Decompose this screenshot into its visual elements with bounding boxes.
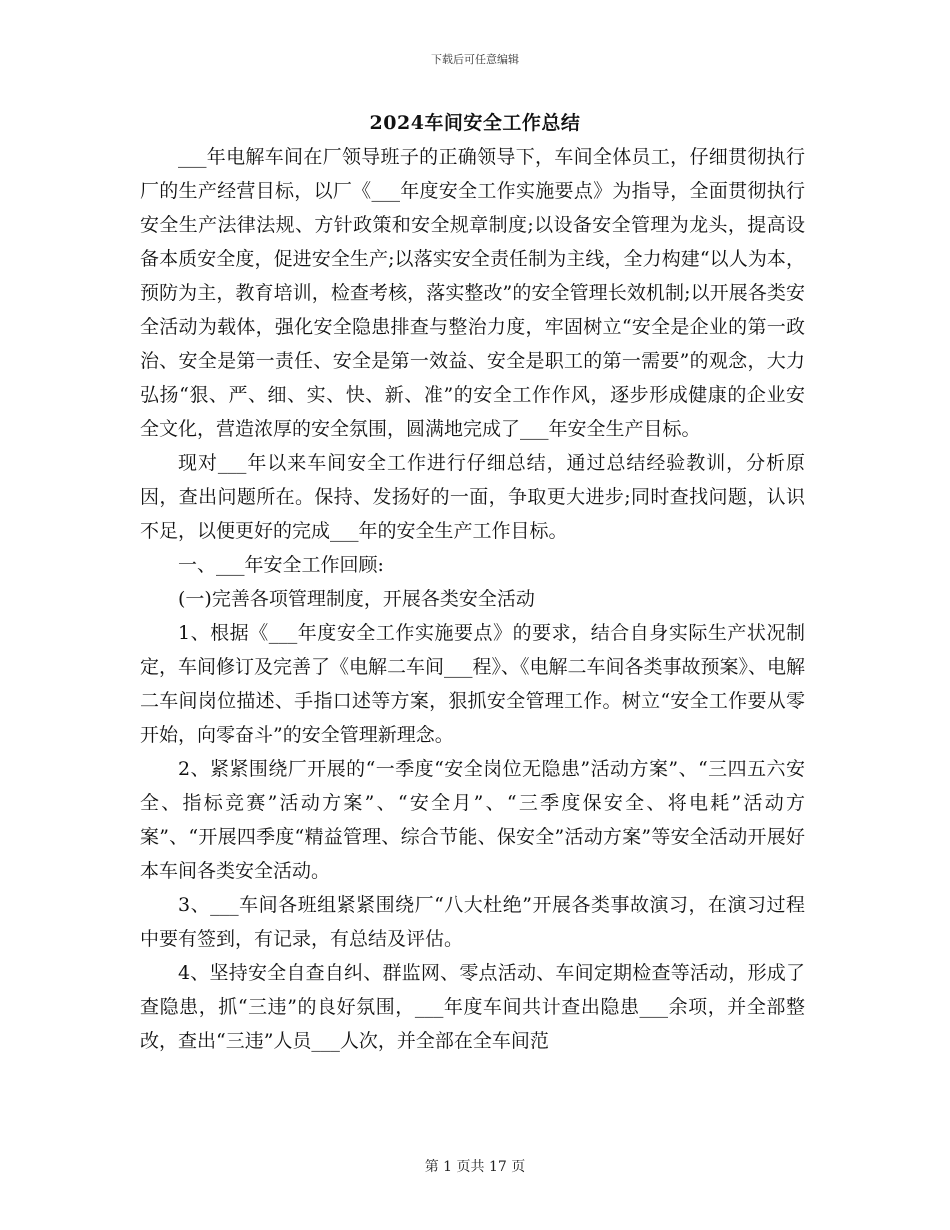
subsection-heading-management: (一)完善各项管理制度，开展各类安全活动 (178, 588, 535, 610)
document-body (140, 140, 805, 1058)
paragraph-summary: 现对___年以来车间安全工作进行仔细总结，通过总结经验教训，分析原因，查出问题所在。保持、发扬好的一面，争取更大进步;同时查找问题，认识不足，以便更好的完成___年的安全生产工作目标。 (140, 452, 805, 542)
page-number-footer: 第 1 页共 17 页 (424, 1159, 526, 1175)
section-heading-review: 一、___年安全工作回顾: (178, 554, 384, 576)
document-title: 2024车间安全工作总结 (369, 112, 581, 134)
paragraph-intro: ___年电解车间在厂领导班子的正确领导下，车间全体员工，仔细贯彻执行厂的生产经营目标，以厂《___年度安全工作实施要点》为指导，全面贯彻执行安全生产法律法规、方针政策和安全规章制度;以设备安全管理为龙头，提高设备本质安全度，促进安全生产;以落实安全责任制为主线，全力构建“以人为本，预防为主，教育培训，检查考核，落实整改”的安全管理长效机制;以开展各类安全活动为载体，强化安全隐患排查与整治力度，牢固树立“安全是企业的第一政治、安全是第一责任、安全是第一效益、安全是职工的第一需要”的观念，大力弘扬“狠、严、细、实、快、新、准”的安全工作作风，逐步形成健康的企业安全文化，营造浓厚的安全氛围，圆满地完成了___年安全生产目标。 (140, 146, 805, 440)
paragraph-item-2: 2、紧紧围绕厂开展的“一季度“安全岗位无隐患”活动方案”、“三四五六安全、指标竞赛”活动方案”、“安全月”、“三季度保安全、将电耗”活动方案”、“开展四季度“精益管理、综合节能、保安全”活动方案”等安全活动开展好本车间各类安全活动。 (140, 758, 805, 882)
page-header-note: 下载后可任意编辑 (431, 53, 519, 66)
paragraph-item-3: 3、___车间各班组紧紧围绕厂“八大杜绝”开展各类事故演习，在演习过程中要有签到，有记录，有总结及评估。 (140, 894, 805, 950)
paragraph-item-4: 4、坚持安全自查自纠、群监网、零点活动、车间定期检查等活动，形成了查隐患，抓“三违”的良好氛围，___年度车间共计查出隐患___余项，并全部整改，查出“三违”人员___人次，并全部在全车间范 (140, 962, 805, 1052)
paragraph-item-1: 1、根据《___年度安全工作实施要点》的要求，结合自身实际生产状况制定，车间修订及完善了《电解二车间___程》、《电解二车间各类事故预案》、电解二车间岗位描述、手指口述等方案，狠抓安全管理工作。树立“安全工作要从零开始，向零奋斗”的安全管理新理念。 (140, 622, 806, 746)
